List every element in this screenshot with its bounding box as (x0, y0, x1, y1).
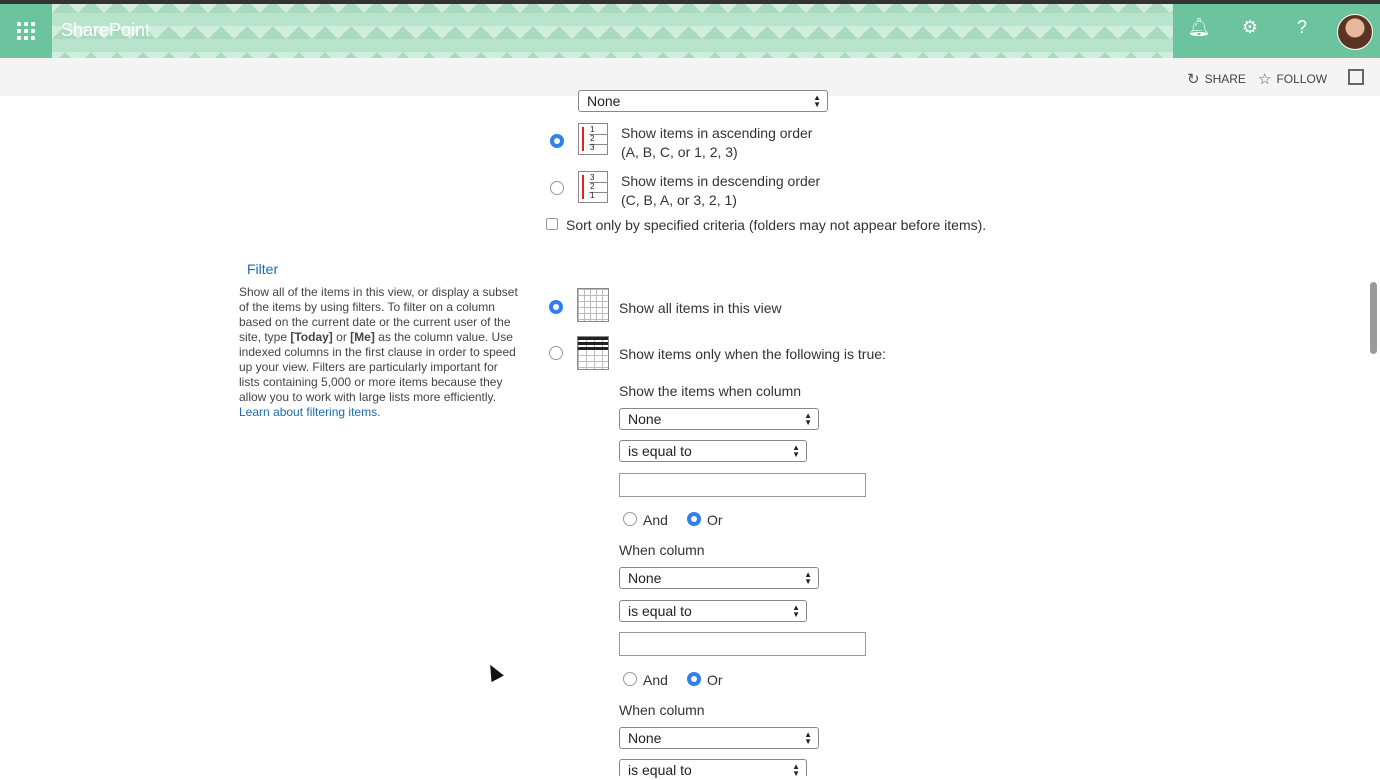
sort-column-select[interactable]: None ▲ ▼ (578, 90, 828, 112)
or-radio-2[interactable] (687, 672, 701, 686)
show-all-items-label: Show all items in this view (619, 300, 782, 316)
sort-descending-radio[interactable] (550, 181, 564, 195)
or-label-1: Or (707, 512, 723, 528)
me-token: [Me] (350, 330, 375, 344)
suite-bar (0, 0, 1380, 58)
descending-sort-icon: 3 2 1 (578, 171, 608, 203)
all-items-grid-icon (577, 288, 609, 322)
sort-criteria-checkbox[interactable] (546, 218, 558, 230)
brand-title[interactable]: SharePoint (61, 20, 151, 40)
page-scrollbar[interactable] (1370, 282, 1377, 354)
follow-label: FOLLOW (1276, 72, 1328, 86)
and-label-2: And (643, 672, 668, 688)
focus-mode-icon[interactable] (1348, 69, 1364, 85)
app-launcher-waffle-icon[interactable] (0, 4, 52, 58)
filter-operator-select-3[interactable]: is equal to ▲ ▼ (619, 759, 807, 776)
follow-button[interactable] (1258, 70, 1327, 88)
filter-operator-select-2[interactable]: is equal to ▲ ▼ (619, 600, 807, 622)
help-icon[interactable]: ? (1296, 16, 1307, 37)
star-icon: ☆ (1258, 71, 1272, 88)
descending-example: (C, B, A, or 3, 2, 1) (621, 192, 737, 208)
or-radio-1[interactable] (687, 512, 701, 526)
filter-column-select-3[interactable]: None ▲ ▼ (619, 727, 819, 749)
filtered-items-icon (577, 336, 609, 370)
sort-column-value: None (587, 93, 621, 109)
window-edge (0, 0, 1380, 4)
ascending-label: Show items in ascending order (621, 125, 813, 141)
share-label: SHARE (1204, 72, 1246, 86)
when-column-label-3: When column (619, 702, 705, 718)
sort-criteria-label: Sort only by specified criteria (folders may not appear before items). (566, 217, 987, 233)
filter-value-input-2[interactable] (619, 632, 866, 656)
and-radio-2[interactable] (623, 672, 637, 686)
ascending-example: (A, B, C, or 1, 2, 3) (621, 144, 738, 160)
filter-column-select-2[interactable]: None ▲ ▼ (619, 567, 819, 589)
show-filtered-items-label: Show items only when the following is true: (619, 346, 886, 362)
show-all-items-radio[interactable] (549, 300, 563, 314)
filter-operator-select-1[interactable]: is equal to ▲ ▼ (619, 440, 807, 462)
share-icon: ↻ (1187, 71, 1200, 88)
sort-ascending-radio[interactable] (550, 134, 564, 148)
suite-bar-pattern (0, 0, 1173, 58)
learn-filtering-link[interactable]: Learn about filtering items. (239, 405, 381, 419)
share-button[interactable] (1187, 70, 1246, 88)
mouse-cursor-icon (484, 661, 504, 682)
bell-icon[interactable]: 🔔︎ (1187, 16, 1211, 37)
show-filtered-items-radio[interactable] (549, 346, 563, 360)
gear-icon[interactable]: ⚙ (1241, 16, 1259, 37)
ascending-sort-icon: 1 2 3 (578, 123, 608, 155)
or-label-2: Or (707, 672, 723, 688)
avatar[interactable] (1337, 14, 1373, 50)
and-label-1: And (643, 512, 668, 528)
first-clause-label: Show the items when column (619, 383, 802, 399)
filter-value-input-1[interactable] (619, 473, 866, 497)
filter-section-title: Filter (247, 261, 279, 277)
filter-description: Show all of the items in this view, or display a subset of the items by using filters. To filter on a column based on the current date or the current user of the site, type [Today] or [Me] as the column value. Use indexed columns in the first clause in order to speed up your view. Filters are particularly important for lists containing 5,000 or more items because they allow you to work with large lists more efficiently. Learn about filtering items. (239, 285, 518, 419)
filter-column-select-1[interactable]: None ▲ ▼ (619, 408, 819, 430)
and-radio-1[interactable] (623, 512, 637, 526)
descending-label: Show items in descending order (621, 173, 821, 189)
when-column-label-2: When column (619, 542, 705, 558)
today-token: [Today] (290, 330, 333, 344)
